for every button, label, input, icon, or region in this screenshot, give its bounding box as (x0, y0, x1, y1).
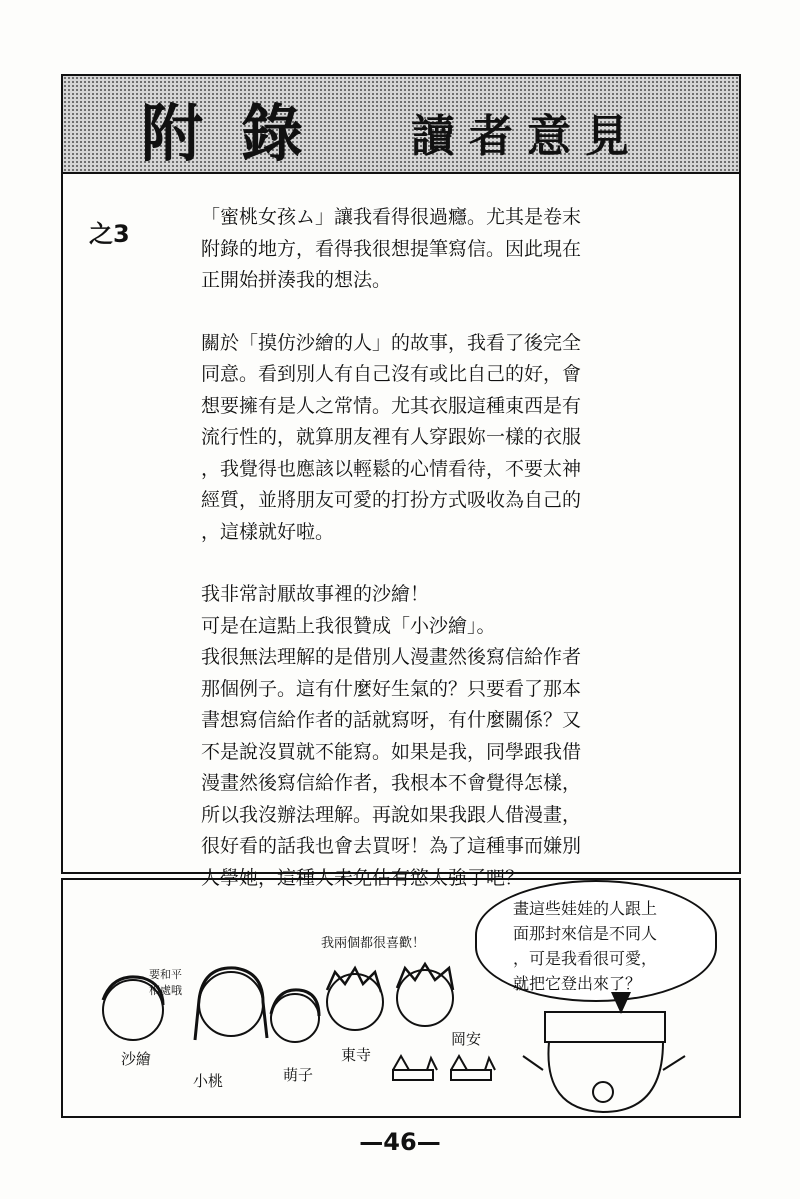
touji-face-drawing (327, 974, 383, 1030)
header-banner (63, 76, 739, 174)
paragraph-2: 關於「摸仿沙繪的人」的故事，我看了後完全 同意。看到別人有自己沒有或比自己的好，會 想要擁有是人之常情。尤其衣服這種東西是有 流行性的，就算朋友裡有人穿跟妳一樣的衣服 ，我覺得也應該以輕鬆的心情看待，不要太神 經質，並將朋友可愛的打扮方式吸收為自己的 ，這樣就好啦。 (201, 331, 582, 543)
character-label-okayasu: 岡安 (451, 1030, 482, 1048)
speech-bubble-text: 畫這些娃娃的人跟上 面那封來信是不同人 ，可是我看很可愛， 就把它登出來了？ (513, 899, 658, 993)
page-number: —46— (359, 1128, 441, 1156)
entry-number: 之3 (89, 220, 130, 248)
moeko-face-drawing (271, 994, 319, 1042)
speech-bubble (475, 880, 717, 1002)
cat-doodle (451, 1056, 495, 1080)
peace-note: 要和平 相處哦 (149, 968, 182, 997)
character-label-moeko: 萌子 (283, 1066, 314, 1084)
illustration-panel (61, 878, 741, 1118)
character-label-touji: 東寺 (341, 1046, 372, 1064)
momo-face-drawing (199, 972, 263, 1036)
speech-bubble-tail (611, 992, 631, 1014)
cat-doodle (393, 1056, 437, 1080)
appendix-title: 附錄 (141, 97, 342, 170)
letter-body (201, 202, 721, 894)
character-label-momo: 小桃 (193, 1072, 224, 1090)
paragraph-1: 「蜜桃女孩ム」讓我看得很過癮。尤其是卷末 附錄的地方，看得我很想提筆寫信。因此現在 正開始拼湊我的想法。 (201, 206, 582, 291)
reader-opinion-title: 讀者意見 (411, 111, 643, 162)
fan-note: 我兩個都很喜歡！ (321, 936, 426, 951)
okayasu-face-drawing (397, 970, 453, 1026)
character-label-sae: 沙繪 (121, 1050, 152, 1068)
paragraph-3: 我非常討厭故事裡的沙繪！ 可是在這點上我很贊成「小沙繪」。 我很無法理解的是借別人漫畫然後寫信給作者 那個例子。這有什麼好生氣的？只要看了那本 書想寫信給作者的話就寫呀，有什麼關係？又 不是說沒買就不能寫。如果是我，同學跟我借 漫畫然後寫信給作者，我根本不會覺得怎樣， 所以我沒辦法理解。再說如果我跟人借漫畫， 很好看的話我也會去買呀！為了這種事而嫌別 人學她，這種人未免佔有慾太強了吧？ (201, 583, 582, 889)
letter-frame (61, 74, 741, 889)
editor-cap-drawing (545, 1012, 665, 1042)
